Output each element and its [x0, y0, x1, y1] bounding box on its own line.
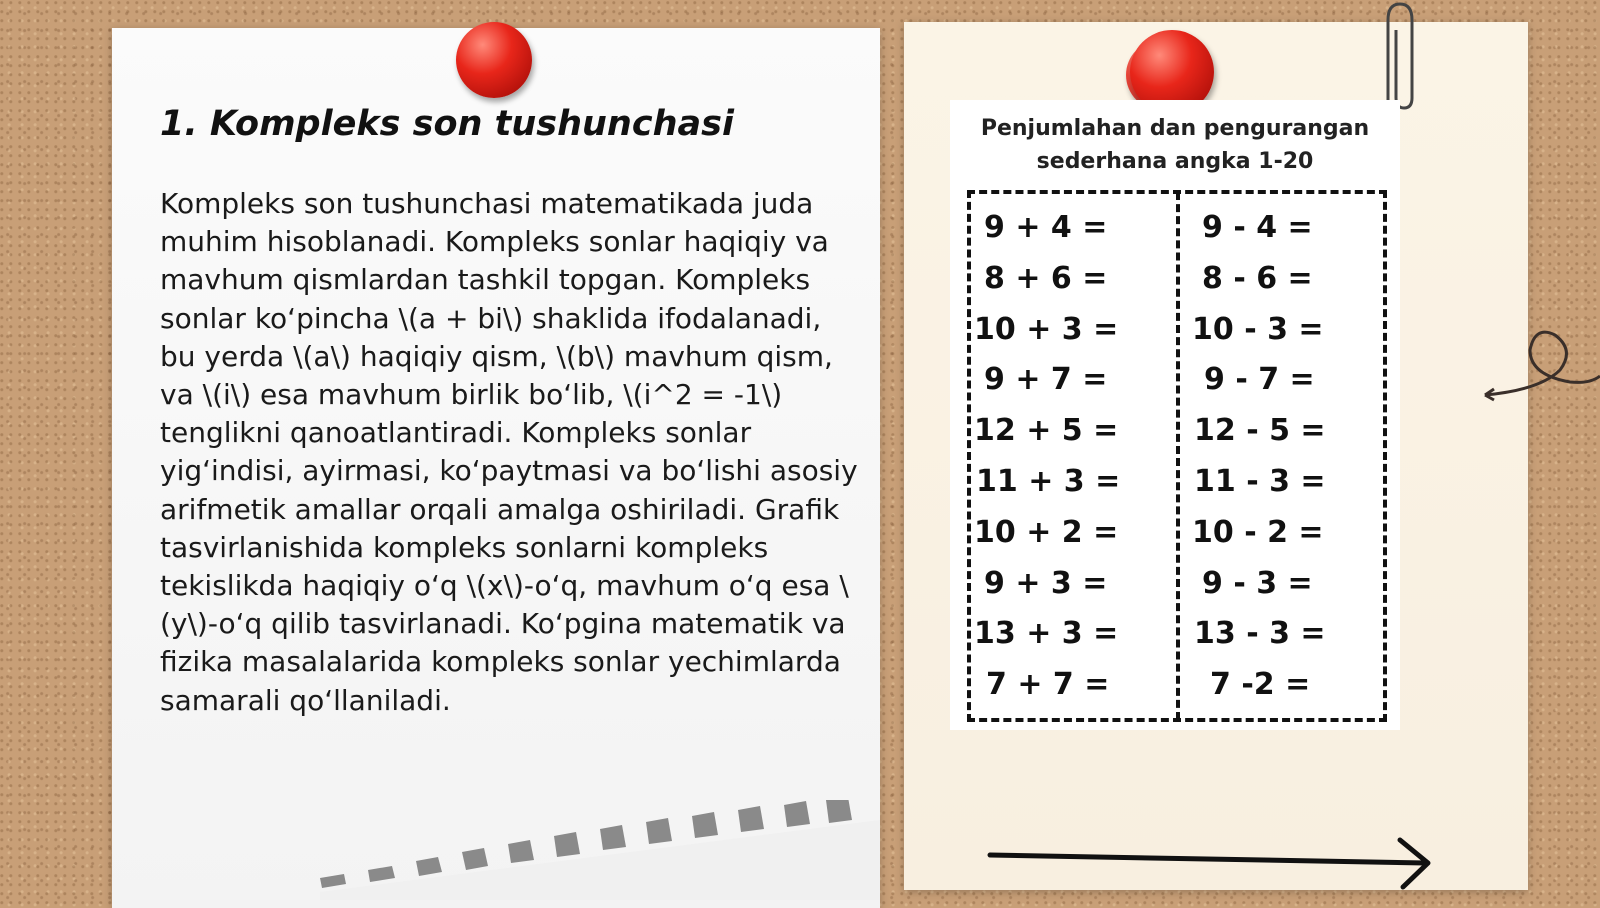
addition-equation: 12 + 5 = — [974, 413, 1119, 449]
section-paragraph: Kompleks son tushunchasi matematikada juda muhim hisoblanadi. Kompleks sonlar haqiqiy va mavhum qismlardan tashkil topgan. Kompleks sonlar ko‘pincha \(a + bi\) shaklida ifodalanadi, bu yerda \(a\) haqiqiy qism, \(b\) mavhum qism, va \(i\) esa mavhum birlik bo‘lib, \(i^2 = -1\) tenglikni qanoatlantiradi. Kompleks sonlar yig‘indisi, ayirmasi, ko‘paytmasi va bo‘lishi asosiy arifmetik amallar orqali amalga oshiriladi. Grafik tasvirlanishida kompleks sonlarni kompleks tekislikda haqiqiy o‘q \(x\)-o‘q, mavhum o‘q esa \(y\)-o‘q qilib tasvirlanadi. Ko‘pgina matematik va fizika masalalarida kompleks sonlar yechimlarda samarali qo‘llaniladi. — [160, 187, 858, 717]
worksheet-title: Penjumlahan dan pengurangan sederhana angka 1-20 — [980, 116, 1370, 174]
subtraction-equation: 9 - 7 = — [1204, 362, 1315, 398]
addition-equation: 10 + 3 = — [974, 311, 1119, 347]
subtraction-equation: 8 - 6 = — [1202, 260, 1313, 296]
addition-equation: 7 + 7 = — [986, 667, 1110, 703]
subtraction-equation: 13 - 3 = — [1194, 616, 1326, 652]
addition-equation: 9 + 7 = — [984, 362, 1108, 398]
addition-equation: 13 + 3 = — [974, 616, 1119, 652]
subtraction-equation: 12 - 5 = — [1194, 413, 1326, 449]
addition-equation: 10 + 2 = — [974, 514, 1119, 550]
pushpin-icon — [456, 22, 532, 98]
addition-equation: 9 + 3 = — [984, 565, 1108, 601]
worksheet-divider — [1176, 192, 1180, 720]
subtraction-equation: 7 -2 = — [1210, 667, 1311, 703]
addition-equation: 8 + 6 = — [984, 260, 1108, 296]
addition-equation: 11 + 3 = — [976, 464, 1121, 499]
subtraction-equation: 11 - 3 = — [1194, 464, 1326, 499]
swirl-doodle-icon — [1480, 310, 1600, 410]
section-heading: 1. Kompleks son tushunchasi — [160, 104, 734, 144]
subtraction-equation: 9 - 3 = — [1202, 565, 1313, 601]
torn-edge-decoration — [320, 800, 880, 900]
subtraction-equation: 10 - 3 = — [1192, 311, 1324, 347]
subtraction-equation: 10 - 2 = — [1192, 514, 1324, 550]
addition-equation: 9 + 4 = — [984, 210, 1108, 245]
arrow-right-icon — [985, 835, 1445, 895]
subtraction-equation: 9 - 4 = — [1202, 210, 1313, 245]
